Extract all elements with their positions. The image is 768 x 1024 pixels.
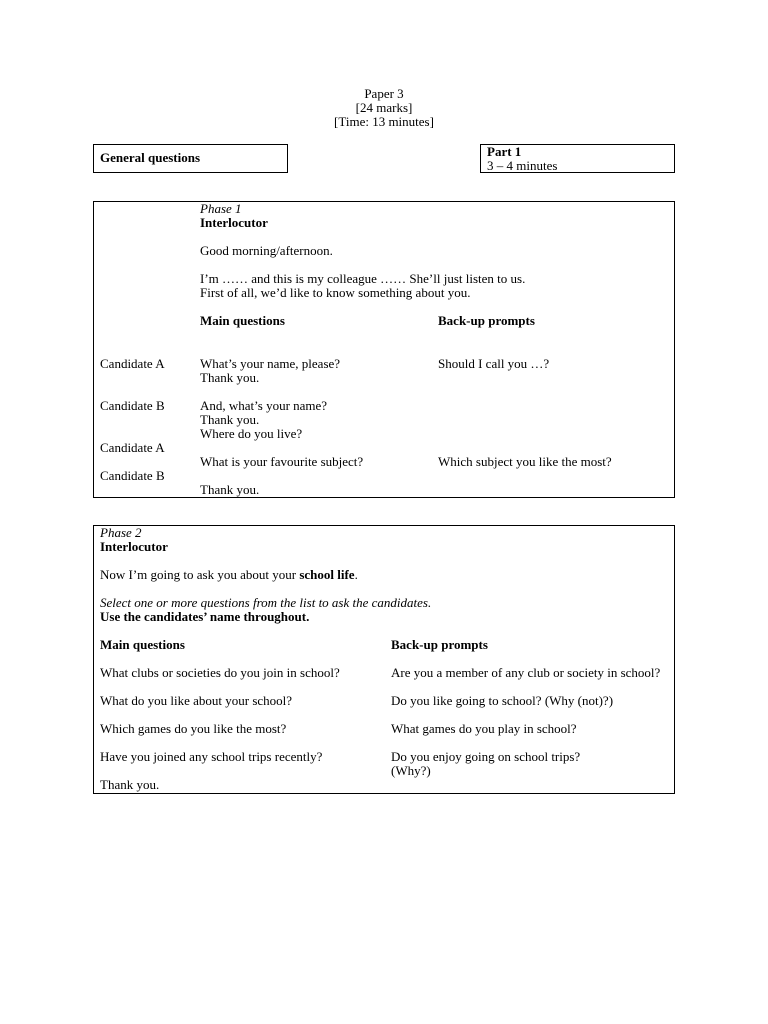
- phase1-role: Interlocutor: [200, 215, 268, 230]
- phase2-intro-prefix: Now I’m going to ask you about your: [100, 567, 300, 582]
- paper-title: Paper 3: [364, 86, 404, 101]
- phase2-box: [93, 525, 675, 794]
- time-label: [Time: 13 minutes]: [334, 114, 434, 129]
- phase1-box: [93, 201, 675, 498]
- phase2-question: What do you like about your school?: [100, 693, 293, 708]
- thank-you-text: Thank you.: [100, 777, 160, 792]
- phase2-label: Phase 2: [100, 525, 142, 540]
- thank-you-text: Thank you.: [200, 482, 260, 497]
- phase1-label: Phase 1: [200, 201, 242, 216]
- question-subject: What is your favourite subject?: [200, 454, 364, 469]
- phase2-backup-header: Back-up prompts: [391, 637, 488, 652]
- candidate-b-label: Candidate B: [100, 398, 165, 413]
- thank-you-text: Thank you.: [200, 370, 260, 385]
- phase2-question: What clubs or societies do you join in school?: [100, 665, 340, 680]
- candidate-a-label: Candidate A: [100, 356, 165, 371]
- phase2-intro: [100, 568, 358, 582]
- question-name: What’s your name, please?: [200, 356, 341, 371]
- phase2-main-header: Main questions: [100, 637, 185, 652]
- phase2-intro-suffix: .: [354, 567, 358, 582]
- phase2-role: Interlocutor: [100, 539, 168, 554]
- phase1-intro-line1: I’m …… and this is my colleague …… She’ll just listen to us.: [200, 271, 526, 286]
- marks-label: [24 marks]: [355, 100, 413, 115]
- phase1-intro-line2: First of all, we’d like to know something about you.: [200, 285, 471, 300]
- part-title: Part 1: [487, 144, 522, 159]
- phase2-prompt: What games do you play in school?: [391, 721, 577, 736]
- question-name-b: And, what’s your name?: [200, 398, 328, 413]
- phase1-main-header: Main questions: [200, 313, 285, 328]
- phase2-prompt: Do you enjoy going on school trips?: [391, 749, 581, 764]
- phase2-prompt: Are you a member of any club or society in school?: [391, 665, 661, 680]
- question-live: Where do you live?: [200, 426, 303, 441]
- general-questions-label: General questions: [100, 150, 201, 165]
- phase1-greeting: Good morning/afternoon.: [200, 243, 333, 258]
- part-duration: 3 – 4 minutes: [487, 158, 558, 173]
- general-questions-box: [93, 144, 288, 173]
- phase2-question: Which games do you like the most?: [100, 721, 287, 736]
- part-box: [480, 144, 675, 173]
- phase2-intro-topic: school life: [299, 567, 355, 582]
- phase2-prompt-line2: (Why?): [391, 763, 431, 778]
- phase2-prompt: Do you like going to school? (Why (not)?): [391, 693, 614, 708]
- phase2-question: Have you joined any school trips recently?: [100, 749, 323, 764]
- candidate-b-label: Candidate B: [100, 468, 165, 483]
- phase2-instruction: Select one or more questions from the list to ask the candidates.: [100, 595, 432, 610]
- prompt-subject: Which subject you like the most?: [438, 454, 612, 469]
- thank-you-text: Thank you.: [200, 412, 260, 427]
- phase1-backup-header: Back-up prompts: [438, 313, 535, 328]
- prompt-call-you: Should I call you …?: [438, 356, 550, 371]
- candidate-a-label: Candidate A: [100, 440, 165, 455]
- phase2-instruction-bold: Use the candidates’ name throughout.: [100, 609, 310, 624]
